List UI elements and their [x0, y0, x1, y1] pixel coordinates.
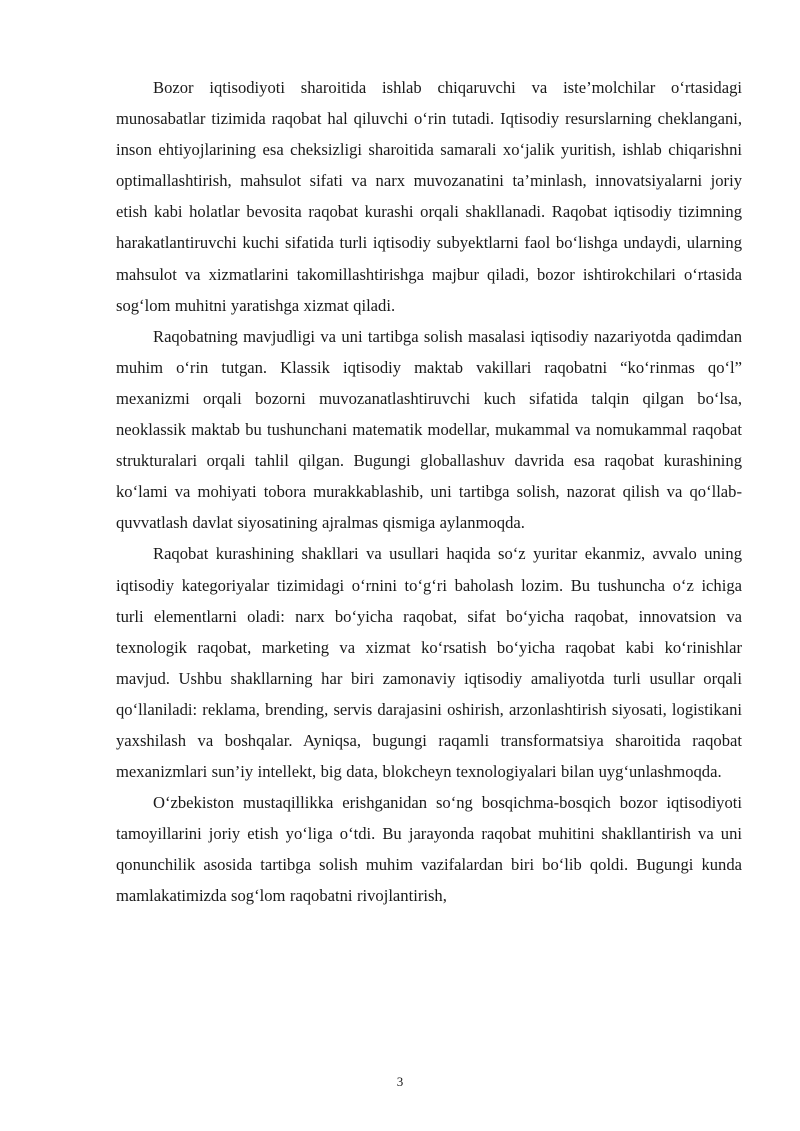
page-number: 3 [396, 1074, 404, 1089]
paragraph-4: O‘zbekiston mustaqillikka erishganidan so‘ng bosqichma-bosqich bozor iqtisodiyoti tamoyillarini joriy etish yo‘liga o‘tdi. Bu jarayonda raqobat muhitini shakllantirish va uni qonunchilik asosida tartibga solish muhim vazifalardan biri bo‘lib qoldi. Bugungi kunda mamlakatimizda sog‘lom raqobatni rivojlantirish, [116, 793, 742, 906]
paragraph-3: Raqobat kurashining shakllari va usullari haqida so‘z yuritar ekanmiz, avvalo uning iqtisodiy kategoriyalar tizimidagi o‘rnini to‘g‘ri baholash lozim. Bu tushuncha o‘z ichiga turli elementlarni oladi: narx bo‘yicha raqobat, sifat bo‘yicha raqobat, innovatsion va texnologik raqobat, marketing va xizmat ko‘rsatish bo‘yicha raqobat kabi ko‘rinishlar mavjud. Ushbu shakllarning har biri zamonaviy iqtisodiy amaliyotda turli usullar orqali qo‘llaniladi: reklama, brending, servis darajasini oshirish, arzonlashtirish siyosati, logistikani yaxshilash va boshqalar. Ayniqsa, bugungi raqamli transformatsiya sharoitida raqobat mexanizmlari sun’iy intellekt, big data, blokcheyn texnologiyalari bilan uyg‘unlashmoqda. [116, 544, 742, 782]
paragraph-1: Bozor iqtisodiyoti sharoitida ishlab chiqaruvchi va iste’molchilar o‘rtasidagi munosabatlar tizimida raqobat hal qiluvchi o‘rin tutadi. Iqtisodiy resurslarning cheklangani, inson ehtiyojlarining esa cheksizligi sharoitida samarali xo‘jalik yuritish, ishlab chiqarishni optimallashtirish, mahsulot sifati va narx muvozanatini ta’minlash, innovatsiyalarni joriy etish kabi holatlar bevosita raqobat kurashi orqali shakllanadi. Raqobat iqtisodiy tizimning harakatlantiruvchi kuchi sifatida turli iqtisodiy subyektlarni faol bo‘lishga undaydi, ularning mahsulot va xizmatlarini takomillashtirishga majbur qiladi, bozor ishtirokchilari o‘rtasida sog‘lom muhitni yaratishga xizmat qiladi. [116, 78, 742, 315]
paragraph-2: Raqobatning mavjudligi va uni tartibga solish masalasi iqtisodiy nazariyotda qadimdan muhim o‘rin tutgan. Klassik iqtisodiy maktab vakillari raqobatni “ko‘rinmas qo‘l” mexanizmi orqali bozorni muvozanatlashtiruvchi kuch sifatida talqin qilgan bo‘lsa, neoklassik maktab bu tushunchani matematik modellar, mukammal va nomukammal raqobat strukturalari orqali tahlil qilgan. Bugungi globallashuv davrida esa raqobat kurashining ko‘lami va mohiyati tobora murakkablashib, uni tartibga solish, nazorat qilish va qo‘llab-quvvatlash davlat siyosatining ajralmas qismiga aylanmoqda. [116, 326, 742, 533]
document-body [116, 72, 742, 912]
